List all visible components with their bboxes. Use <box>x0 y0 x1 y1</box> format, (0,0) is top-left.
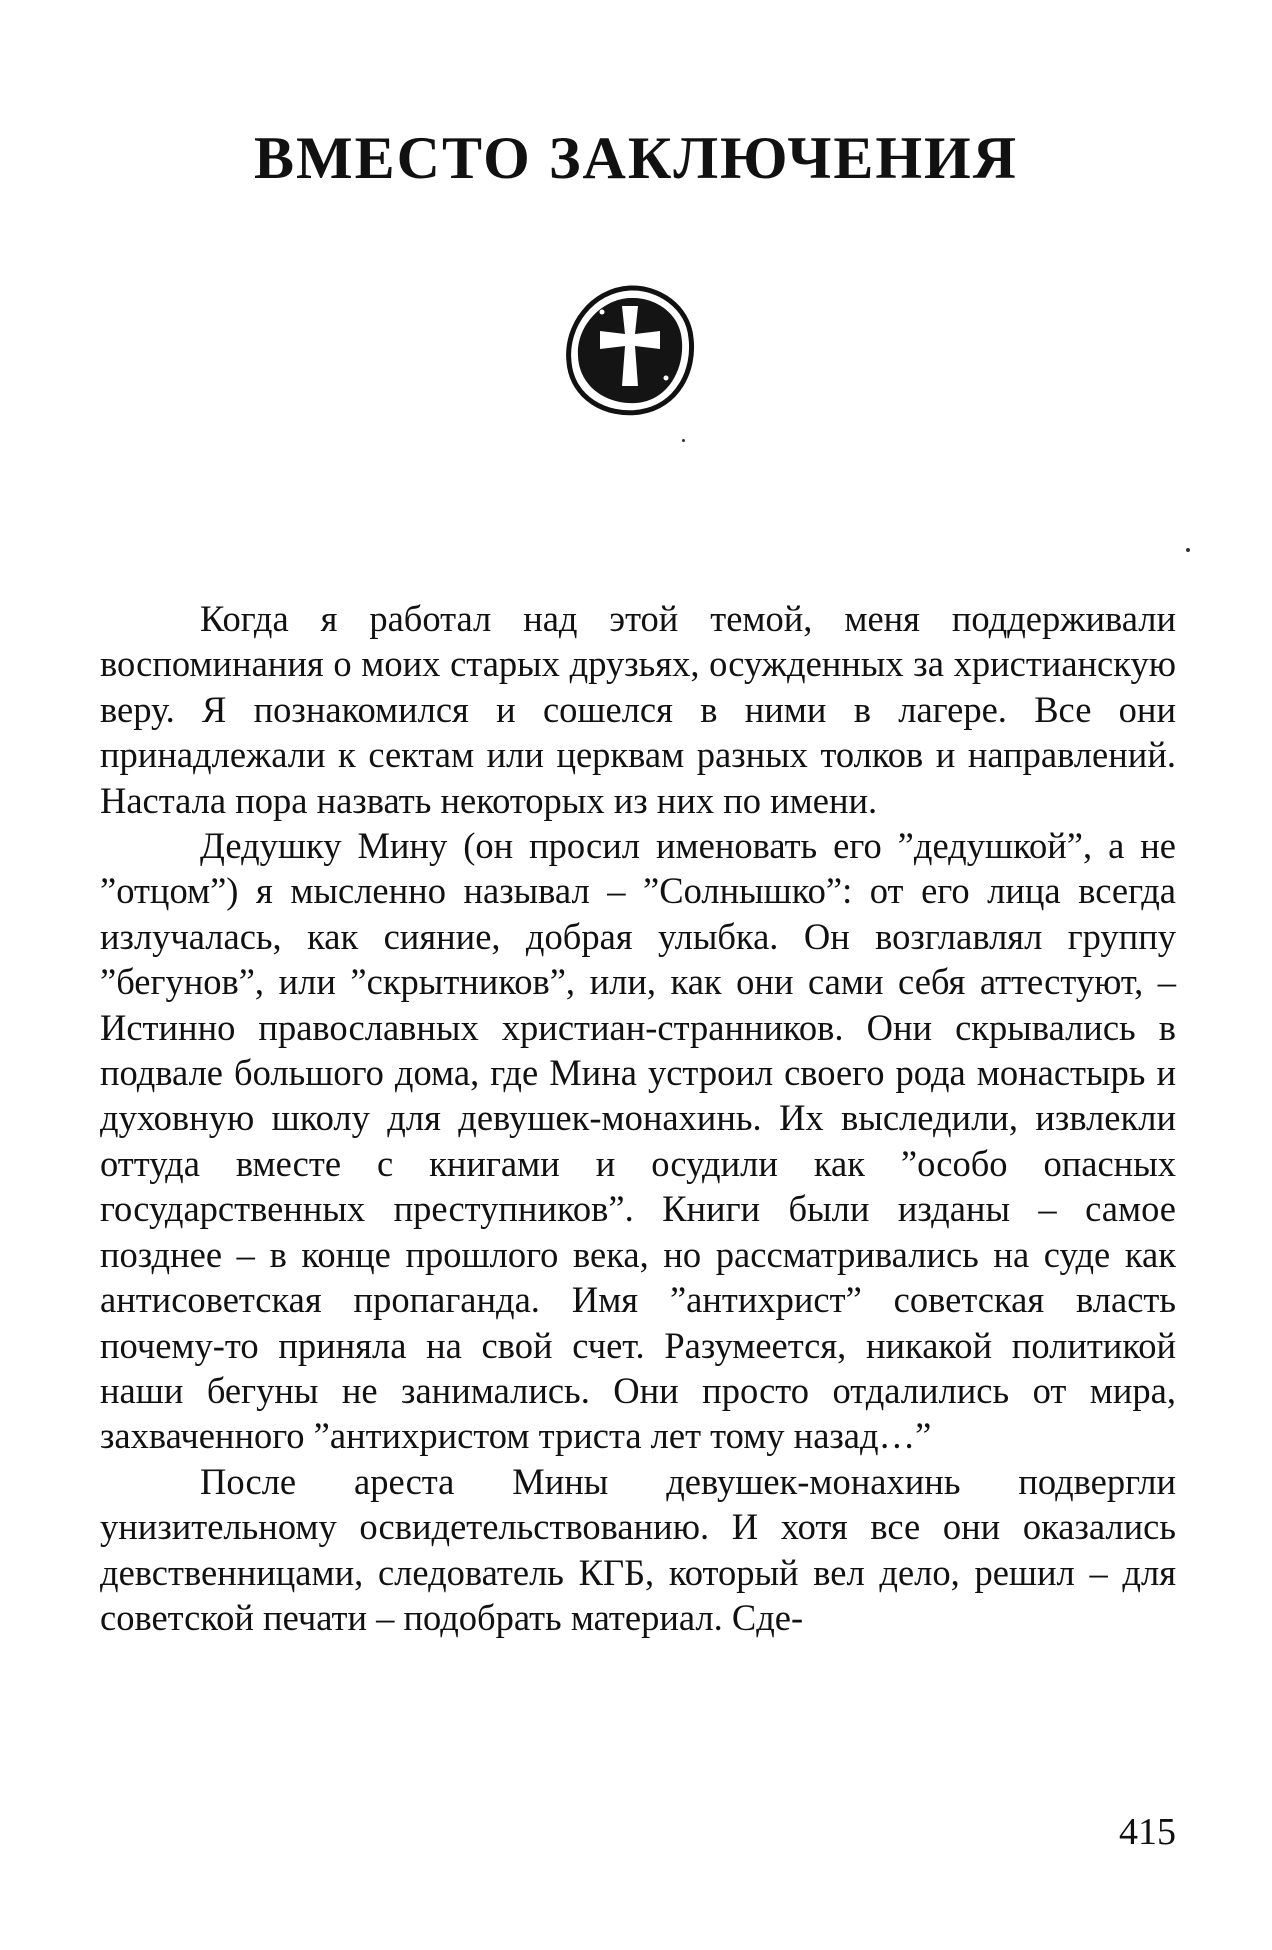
scan-speck <box>682 439 685 442</box>
chapter-title: ВМЕСТО ЗАКЛЮЧЕНИЯ <box>253 125 1019 191</box>
scan-speck <box>1186 548 1190 552</box>
page-number: 415 <box>1119 1811 1176 1853</box>
paragraph: Когда я работал над этой темой, меня поддерживали воспоминания о моих старых друзьях, осужденных за христианскую веру. Я познакомился и сошелся в ними в лагере. Все они принадлежали к сектам или церквам разных толков и направлений. Настала пора назвать некоторых из них по имени. <box>100 598 1176 821</box>
paragraph: После ареста Мины девушек-монахинь подвергли унизительному освидетельствованию. И хотя все они оказались девственницами, следователь КГБ, который вел дело, решил – для советской печати – подобрать материал. Сде- <box>100 1460 1176 1638</box>
body-text <box>100 596 1176 1640</box>
paragraph: Дедушку Мину (он просил именовать его ”дедушкой”, а не ”отцом”) я мысленно называл – ”Солнышко”: от его лица всегда излучалась, как сияние, добрая улыбка. Он возглавлял группу ”бегунов”, или ”скрытников”, или, как они сами себя аттестуют, – Истинно православных христиан-странников. Они скрывались в подвале большого дома, где Мина устроил своего рода монастырь и духовную школу для девушек-монахинь. Их выследили, извлекли оттуда вместе с книгами и осудили как ”особо опасных государственных преступников”. Книги были изданы – самое позднее – в конце прошлого века, но рассматривались на суде как антисоветская пропаганда. Имя ”антихрист” советская власть почему-то приняла на свой счет. Разумеется, никакой политикой наши бегуны не занимались. Они просто отдалились от мира, захваченного ”антихристом триста лет тому назад…” <box>100 825 1176 1457</box>
cross-in-circle-icon <box>562 282 698 418</box>
